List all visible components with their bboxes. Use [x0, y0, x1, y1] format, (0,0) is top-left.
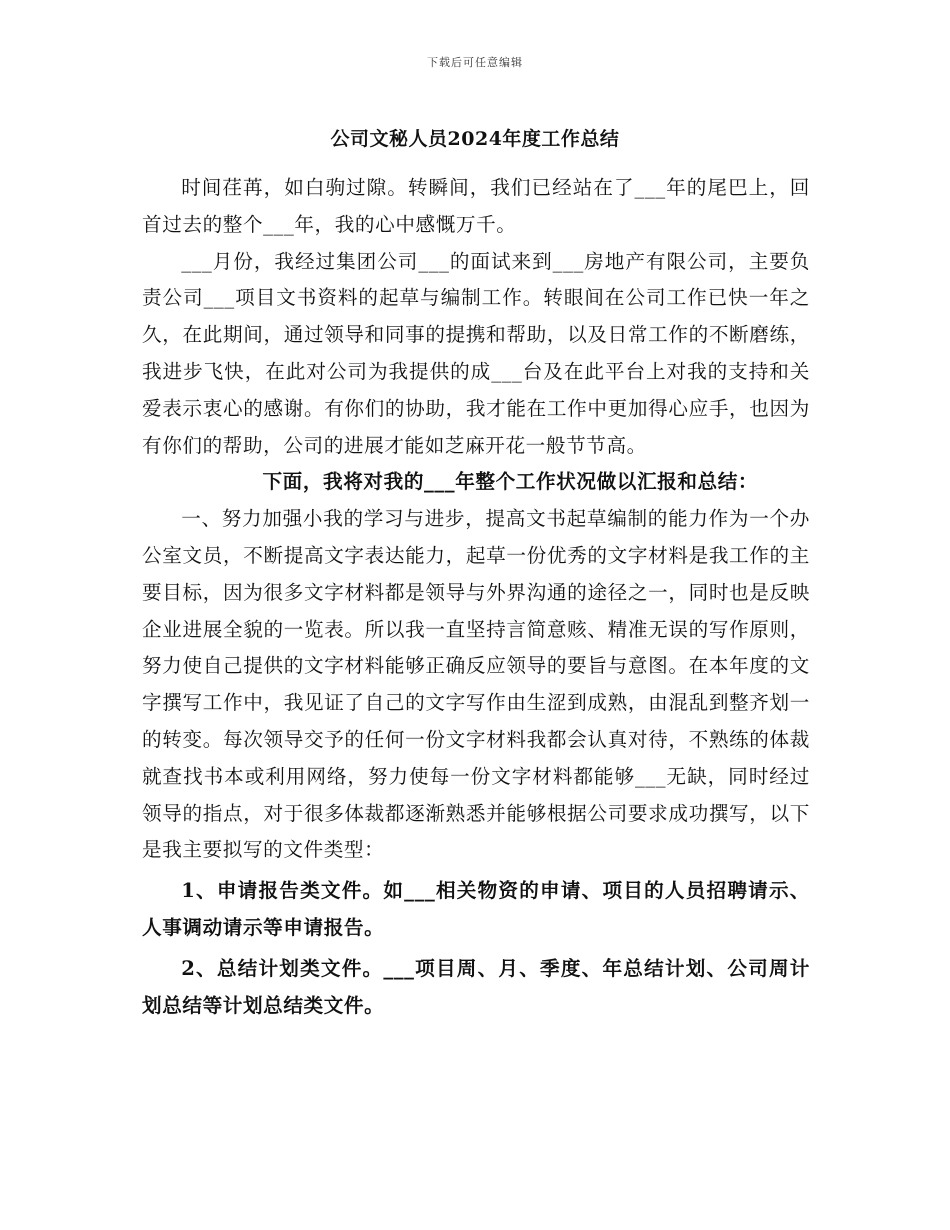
- header-note: 下载后可任意编辑: [427, 56, 523, 69]
- paragraph-intro: 时间荏苒，如白驹过隙。转瞬间，我们已经站在了___年的尾巴上，回首过去的整个___年，我的心中感慨万千。: [142, 176, 810, 236]
- paragraph-section-one: 一、努力加强小我的学习与进步，提高文书起草编制的能力作为一个办公室文员，不断提高文字表达能力，起草一份优秀的文字材料是我工作的主要目标，因为很多文字材料都是领导与外界沟通的途径之一，同时也是反映企业进展全貌的一览表。所以我一直坚持言简意赅、精准无误的写作原则，努力使自己提供的文字材料能够正确反应领导的要旨与意图。在本年度的文字撰写工作中，我见证了自己的文字写作由生涩到成熟，由混乱到整齐划一的转变。每次领导交予的任何一份文字材料我都会认真对待，不熟练的体裁就查找书本或利用网络，努力使每一份文字材料都能够___无缺，同时经过领导的指点，对于很多体裁都逐渐熟悉并能够根据公司要求成功撰写，以下是我主要拟写的文件类型：: [142, 507, 810, 862]
- list-item-summary-plans: 2、总结计划类文件。___项目周、月、季度、年总结计划、公司周计划总结等计划总结类文件。: [142, 956, 810, 1017]
- paragraph-background: ___月份，我经过集团公司___的面试来到___房地产有限公司，主要负责公司___项目文书资料的起草与编制工作。转眼间在公司工作已快一年之久，在此期间，通过领导和同事的提携和帮助，以及日常工作的不断磨练，我进步飞快，在此对公司为我提供的成___台及在此平台上对我的支持和关爱表示衷心的感谢。有你们的协助，我才能在工作中更加得心应手，也因为有你们的帮助，公司的进展才能如芝麻开花一般节节高。: [142, 249, 810, 457]
- list-item-application-reports: 1、申请报告类文件。如___相关物资的申请、项目的人员招聘请示、人事调动请示等申请报告。: [142, 879, 810, 939]
- section-lead-heading: 下面，我将对我的___年整个工作状况做以汇报和总结：: [262, 470, 759, 494]
- document-title: 公司文秘人员2024年度工作总结: [330, 128, 620, 150]
- document-body: [142, 170, 810, 1024]
